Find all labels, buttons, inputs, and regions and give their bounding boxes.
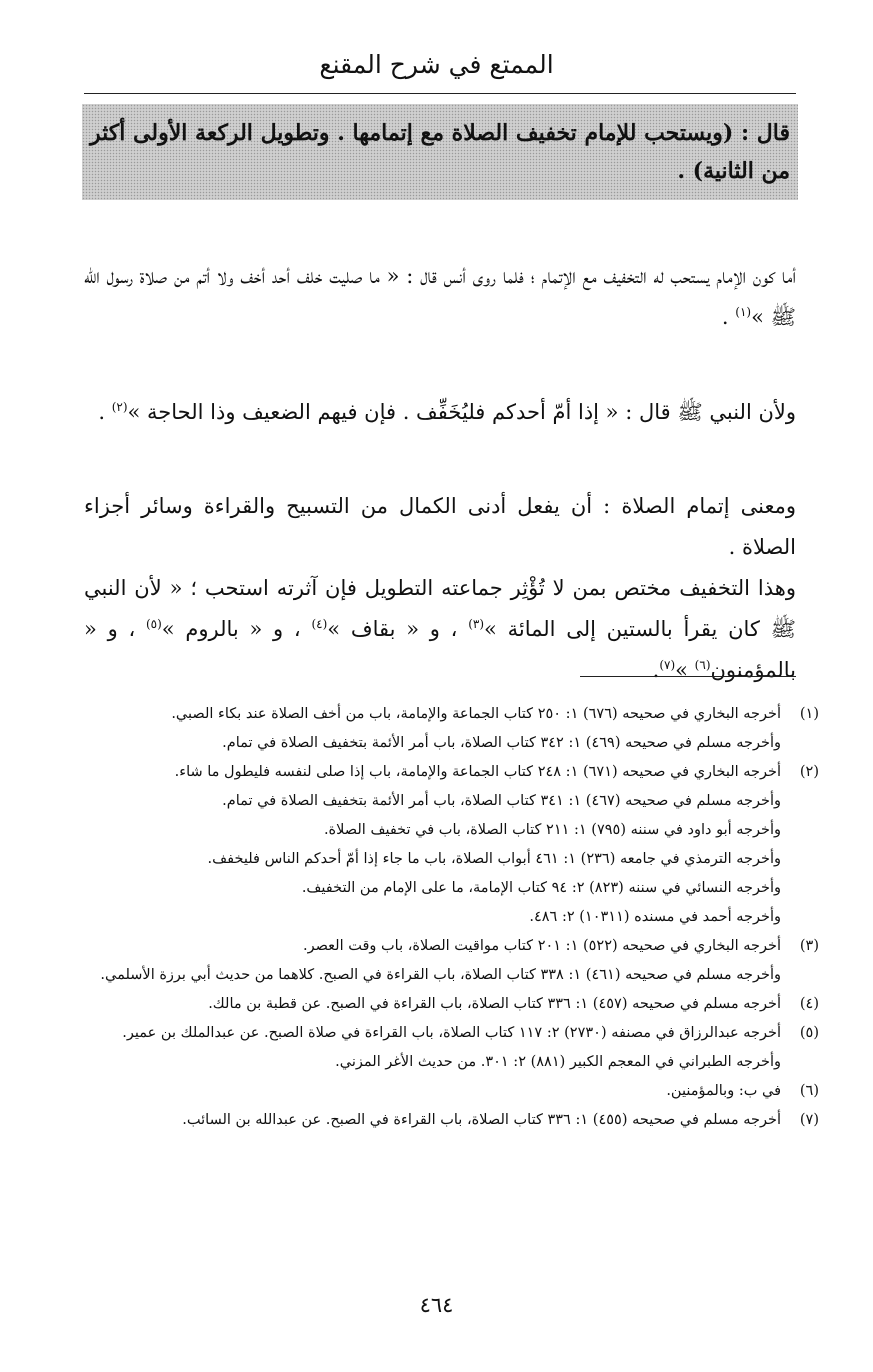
footnote-7 <box>84 1106 819 1135</box>
footnotes <box>84 700 819 1135</box>
footnote-line: وأخرجه مسلم في صحيحه (٤٦١) ١: ٣٣٨ كتاب الصلاة، باب القراءة في الصبح. كلاهما من حديث أبي برزة الأسلمي. <box>100 967 781 983</box>
paragraph-3-text: وهذا التخفيف مختص بمن لا تُؤْثِر جماعته التطويل فإن آثرته استحب ؛ « لأن النبي ﷺ كان يقرأ بالستين إلى المائة » <box>84 576 796 641</box>
footnote-ref-2[interactable]: (٢) <box>111 400 128 414</box>
paragraph-3-seg-4: ، و « بقاف » <box>327 617 469 641</box>
footnote-line: وأخرجه النسائي في سننه (٨٢٣) ٢: ٩٤ كتاب الإمامة، ما على الإمام من التخفيف. <box>301 880 781 896</box>
page-number: ٤٦٤ <box>419 1293 454 1317</box>
footnote-number: (٧) <box>799 1112 819 1128</box>
footnote-line: وأخرجه أحمد في مسنده (١٠٣١١) ٢: ٤٨٦. <box>529 909 781 925</box>
footnote-line: أخرجه البخاري في صحيحه (٦٧٦) ١: ٢٥٠ كتاب الجماعة والإمامة، باب من أخف الصلاة عند بكاء الصبي. <box>171 706 781 722</box>
footnote-5 <box>84 1019 819 1077</box>
footnote-line: أخرجه مسلم في صحيحه (٤٥٧) ١: ٣٣٦ كتاب الصلاة، باب القراءة في الصبح. عن قطبة بن مالك. <box>208 996 781 1012</box>
footnote-line: وأخرجه الطبراني في المعجم الكبير (٨٨١) ٢: ٣٠١. من حديث الأغر المزني. <box>335 1054 781 1070</box>
footnote-line: في ب: وبالمؤمنين. <box>666 1083 781 1099</box>
footnote-line: وأخرجه مسلم في صحيحه (٤٦٩) ١: ٣٤٢ كتاب الصلاة، باب أمر الأئمة بتخفيف الصلاة في تمام. <box>222 735 781 751</box>
paragraph-3-seg-5: ، و « بالروم » <box>161 617 312 641</box>
footnote-separator <box>580 676 796 677</box>
footnote-number: (١) <box>799 706 819 722</box>
paragraph-3 <box>84 486 796 691</box>
footnote-ref-4[interactable]: (٤) <box>311 617 328 631</box>
footnote-number: (٣) <box>799 938 819 954</box>
footnote-ref-5[interactable]: (٥) <box>145 617 162 631</box>
footnote-number: (٦) <box>799 1083 819 1099</box>
paragraph-3-seg-7: » <box>675 658 695 682</box>
footnote-line: أخرجه البخاري في صحيحه (٦٧١) ١: ٢٤٨ كتاب الجماعة والإمامة، باب إذا صلى لنفسه فليطول ما شاء. <box>174 764 781 780</box>
footnote-ref-1[interactable]: (١) <box>735 305 752 319</box>
matn-text: قال : (ويستحب للإمام تخفيف الصلاة مع إتمامها . وتطويل الركعة الأولى أكثر من الثانية) . <box>90 120 790 184</box>
matn-quote-box <box>82 104 798 200</box>
paragraph-3-tail: . <box>652 658 660 682</box>
paragraph-1 <box>84 256 796 338</box>
running-header-title: الممتع في شرح المقنع <box>319 50 554 79</box>
footnote-number: (٥) <box>799 1025 819 1041</box>
footnote-ref-6[interactable]: (٦) <box>694 658 711 672</box>
footnote-line: وأخرجه مسلم في صحيحه (٤٦٧) ١: ٣٤١ كتاب الصلاة، باب أمر الأئمة بتخفيف الصلاة في تمام. <box>222 793 781 809</box>
footnote-line: وأخرجه أبو داود في سننه (٧٩٥) ١: ٢١١ كتاب الصلاة، باب في تخفيف الصلاة. <box>323 822 781 838</box>
footnote-2 <box>84 758 819 932</box>
footnote-number: (٢) <box>799 764 819 780</box>
paragraph-2-tail: . <box>98 400 112 424</box>
footnote-line: أخرجه عبدالرزاق في مصنفه (٢٧٣٠) ٢: ١١٧ كتاب الصلاة، باب القراءة في صلاة الصبح. عن عبدالملك بن عمير. <box>122 1025 781 1041</box>
footnote-3 <box>84 932 819 990</box>
footnote-6 <box>84 1077 819 1106</box>
paragraph-3-line-1: ومعنى إتمام الصلاة : أن يفعل أدنى الكمال من التسبيح والقراءة وسائر أجزاء الصلاة . <box>84 494 796 559</box>
paragraph-1-tail: . <box>721 305 736 329</box>
paragraph-2-text: ولأن النبي ﷺ قال : « إذا أمّ أحدكم فليُخَفِّف . فإن فيهم الضعيف وذا الحاجة » <box>127 400 796 424</box>
footnote-line: أخرجه البخاري في صحيحه (٥٢٢) ١: ٢٠١ كتاب مواقيت الصلاة، باب وقت العصر. <box>303 938 781 954</box>
footnote-number: (٤) <box>799 996 819 1012</box>
header-rule <box>84 93 796 94</box>
footnote-line: وأخرجه الترمذي في جامعه (٢٣٦) ١: ٤٦١ أبواب الصلاة، باب ما جاء إذا أمّ أحدكم الناس فليخفف. <box>207 851 781 867</box>
paragraph-3-line-2 <box>84 568 796 691</box>
footnote-1 <box>84 700 819 758</box>
footnote-ref-3[interactable]: (٣) <box>468 617 485 631</box>
footnote-line: أخرجه مسلم في صحيحه (٤٥٥) ١: ٣٣٦ كتاب الصلاة، باب القراءة في الصبح. عن عبدالله بن السائب. <box>182 1112 781 1128</box>
paragraph-1-text: أما كون الإمام يستحب له التخفيف مع الإتمام ؛ فلما روى أنس قال : « ما صليت خلف أحد أخف ولا أتم من صلاة رسول الله ﷺ » <box>84 264 796 329</box>
paragraph-2 <box>84 392 796 433</box>
paragraph-3-seg-6: ، و « بالمؤمنون <box>84 617 796 682</box>
footnote-ref-7[interactable]: (٧) <box>659 658 676 672</box>
footnote-4 <box>84 990 819 1019</box>
